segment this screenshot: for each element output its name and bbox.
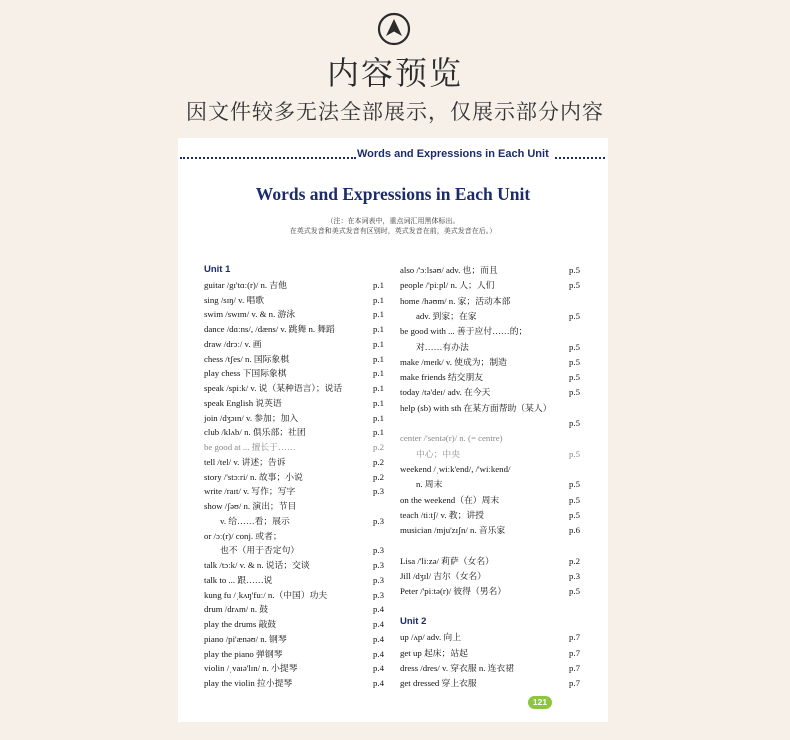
page-ref: p.2 — [373, 456, 384, 467]
vocab-entry: be good at ... 擅长于…… — [204, 442, 296, 452]
page-ref: p.3 — [373, 589, 384, 600]
page-ref: p.7 — [569, 632, 580, 643]
page-ref: p.1 — [373, 294, 384, 305]
page-ref: p.7 — [569, 678, 580, 689]
page-ref: p.3 — [569, 571, 580, 581]
page-ref: p.5 — [569, 310, 580, 321]
note-line-2: 在英式发音和美式发音有区别时，英式发音在前，美式发音在后。） — [289, 227, 497, 235]
page-ref: p.4 — [373, 604, 384, 615]
vocab-entry: tell /tel/ v. 讲述；告诉 — [204, 456, 286, 467]
vocab-entry: weekend /ˌwiːk'end/, /'wiːkend/ — [400, 463, 511, 474]
header-dots-right — [555, 157, 605, 159]
page-ref: p.3 — [373, 545, 384, 556]
vocab-entry: club /klʌb/ n. 俱乐部；社团 — [204, 427, 306, 438]
vocab-entry: play the drums 敲鼓 — [204, 619, 277, 629]
page-ref: p.5 — [569, 341, 580, 352]
page-ref: p.5 — [569, 387, 580, 398]
page-number-badge: 121 — [528, 696, 552, 709]
page-ref: p.4 — [373, 633, 384, 644]
vocab-entry: also /'ɔːlsəʊ/ adv. 也；而且 — [400, 265, 498, 275]
page-ref: p.5 — [569, 494, 580, 505]
page-ref: p.1 — [373, 324, 384, 334]
vocab-entry: show /ʃəʊ/ n. 演出；节目 — [204, 501, 297, 511]
page-ref: p.1 — [373, 412, 384, 423]
vocab-entry: violin /ˌvaɪə'lɪn/ n. 小提琴 — [204, 663, 298, 674]
page-ref: p.5 — [569, 418, 580, 428]
page-ref: p.2 — [373, 471, 384, 482]
page-ref: p.5 — [569, 586, 580, 597]
vocab-entry: dance /dɑːns/, /dæns/ v. 跳舞 n. 舞蹈 — [204, 324, 335, 334]
vocab-entry: speak /spiːk/ v. 说（某种语言）；说话 — [204, 383, 343, 393]
document-page — [178, 138, 608, 722]
document-title: Words and Expressions in Each Unit — [255, 184, 531, 204]
vocab-entry: people /'piːpl/ n. 人；人们 — [400, 280, 495, 291]
page-ref: p.1 — [373, 397, 384, 408]
vocab-entry: v. 给……看；展示 — [220, 515, 290, 526]
vocab-entry: musician /mju'zɪʃn/ n. 音乐家 — [400, 525, 506, 536]
vocab-entry: adv. 到家；在家 — [416, 310, 477, 321]
vocab-entry: dress /dres/ v. 穿衣服 n. 连衣裙 — [400, 662, 515, 673]
page-ref: p.4 — [373, 619, 384, 629]
vocab-entry: guitar /gɪ'tɑː(r)/ n. 吉他 — [204, 279, 287, 290]
vocab-entry: Lisa /'liːzə/ 莉萨（女名） — [400, 555, 494, 566]
page-ref: p.1 — [373, 279, 384, 290]
vocab-entry: make friends 结交朋友 — [400, 372, 484, 383]
vocab-entry: story /'stɔːri/ n. 故事；小说 — [204, 471, 303, 482]
page-ref: p.5 — [569, 280, 580, 291]
unit-heading: Unit 2 — [400, 615, 427, 627]
page-ref: p.5 — [569, 509, 580, 520]
vocab-entry: Jill /dʒɪl/ 吉尔（女名） — [400, 571, 487, 581]
page-ref: p.1 — [373, 427, 384, 438]
page-ref: p.3 — [373, 560, 384, 570]
page-ref: p.5 — [569, 448, 580, 459]
page-ref: p.3 — [373, 486, 384, 497]
vocab-entry: Peter /'piːtə(r)/ 彼得（男名） — [400, 586, 507, 597]
page-title: 内容预览 — [326, 54, 463, 92]
vocab-entry: home /həʊm/ n. 家；活动本部 — [400, 295, 511, 306]
page-ref: p.6 — [569, 525, 580, 536]
header-band-text: Words and Expressions in Each Unit — [357, 148, 549, 160]
vocab-entry: play the piano 弹钢琴 — [204, 648, 283, 659]
page-subtitle: 因文件较多无法全部展示，仅展示部分内容 — [186, 100, 604, 124]
header-band — [178, 148, 608, 168]
vocab-entry: make /meɪk/ v. 使成为；制造 — [400, 356, 507, 367]
header-dots-left — [180, 157, 356, 159]
vocab-entry: teach /tiːtʃ/ v. 教；讲授 — [400, 509, 484, 520]
vocab-entry: piano /pi'ænəʊ/ n. 钢琴 — [204, 633, 287, 644]
vocab-entry: write /raɪt/ v. 写作；写字 — [204, 486, 296, 497]
vocab-entry: get up 起床；站起 — [400, 647, 468, 658]
vocab-entry: speak English 说英语 — [204, 397, 282, 408]
vocab-entry: swim /swɪm/ v. & n. 游泳 — [204, 309, 296, 320]
vocab-entry: talk /tɔːk/ v. & n. 说话；交谈 — [204, 560, 310, 570]
vocab-entry: be good with ... 善于应付……的； — [400, 326, 528, 337]
page-ref: p.5 — [569, 356, 580, 367]
page-ref: p.7 — [569, 647, 580, 658]
page-ref: p.5 — [569, 265, 580, 275]
vocab-entry: 中心；中央 — [416, 448, 460, 459]
vocab-entry: get dressed 穿上衣服 — [400, 678, 477, 689]
vocab-entry: play the violin 拉小提琴 — [204, 678, 293, 688]
page-ref: p.1 — [373, 338, 384, 349]
vocab-entry: n. 周末 — [416, 479, 443, 490]
vocab-entry: on the weekend（在）周末 — [400, 494, 500, 505]
vocab-entry: up /ʌp/ adv. 向上 — [400, 632, 462, 643]
page-ref: p.2 — [373, 442, 384, 452]
vocab-entry: talk to ... 跟……说 — [204, 574, 273, 585]
page-ref: p.1 — [373, 353, 384, 364]
vocab-entry: help (sb) with sth 在某方面帮助（某人） — [400, 402, 552, 413]
unit-heading: Unit 1 — [204, 264, 231, 275]
vocab-entry: 对……有办法 — [416, 341, 469, 352]
page-ref: p.5 — [569, 479, 580, 490]
page-ref: p.5 — [569, 372, 580, 383]
vocab-entry: or /ɔː(r)/ conj. 或者； — [204, 530, 282, 541]
page-ref: p.1 — [373, 368, 384, 379]
vocab-entry: play chess 下国际象棋 — [204, 368, 287, 379]
vocab-entry: chess /tʃes/ n. 国际象棋 — [204, 353, 290, 364]
vocab-entry: draw /drɔː/ v. 画 — [204, 338, 262, 349]
page-ref: p.3 — [373, 574, 384, 585]
page-ref: p.2 — [569, 555, 580, 566]
vocab-entry: kung fu /ˌkʌŋ'fuː/ n.（中国）功夫 — [204, 589, 328, 600]
vocab-entry: today /tə'deɪ/ adv. 在今天 — [400, 387, 491, 398]
page-ref: p.7 — [569, 662, 580, 673]
page-ref: p.4 — [373, 663, 384, 674]
compass-arrow-icon — [377, 12, 411, 46]
vocab-entry: drum /drʌm/ n. 鼓 — [204, 604, 269, 615]
page-ref: p.3 — [373, 515, 384, 526]
vocab-entry: center /'sentə(r)/ n. (= centre) — [400, 433, 503, 444]
vocab-entry: 也不（用于否定句） — [220, 545, 300, 556]
vocab-entry: join /dʒɔɪn/ v. 参加；加入 — [204, 412, 299, 423]
note-line-1: （注：在本词表中，重点词汇用黑体标出。 — [326, 217, 460, 225]
page-ref: p.4 — [373, 678, 384, 688]
vocab-entry: sing /sɪŋ/ v. 唱歌 — [204, 294, 264, 305]
page-ref: p.1 — [373, 309, 384, 320]
page-ref: p.4 — [373, 648, 384, 659]
page-ref: p.1 — [373, 383, 384, 393]
